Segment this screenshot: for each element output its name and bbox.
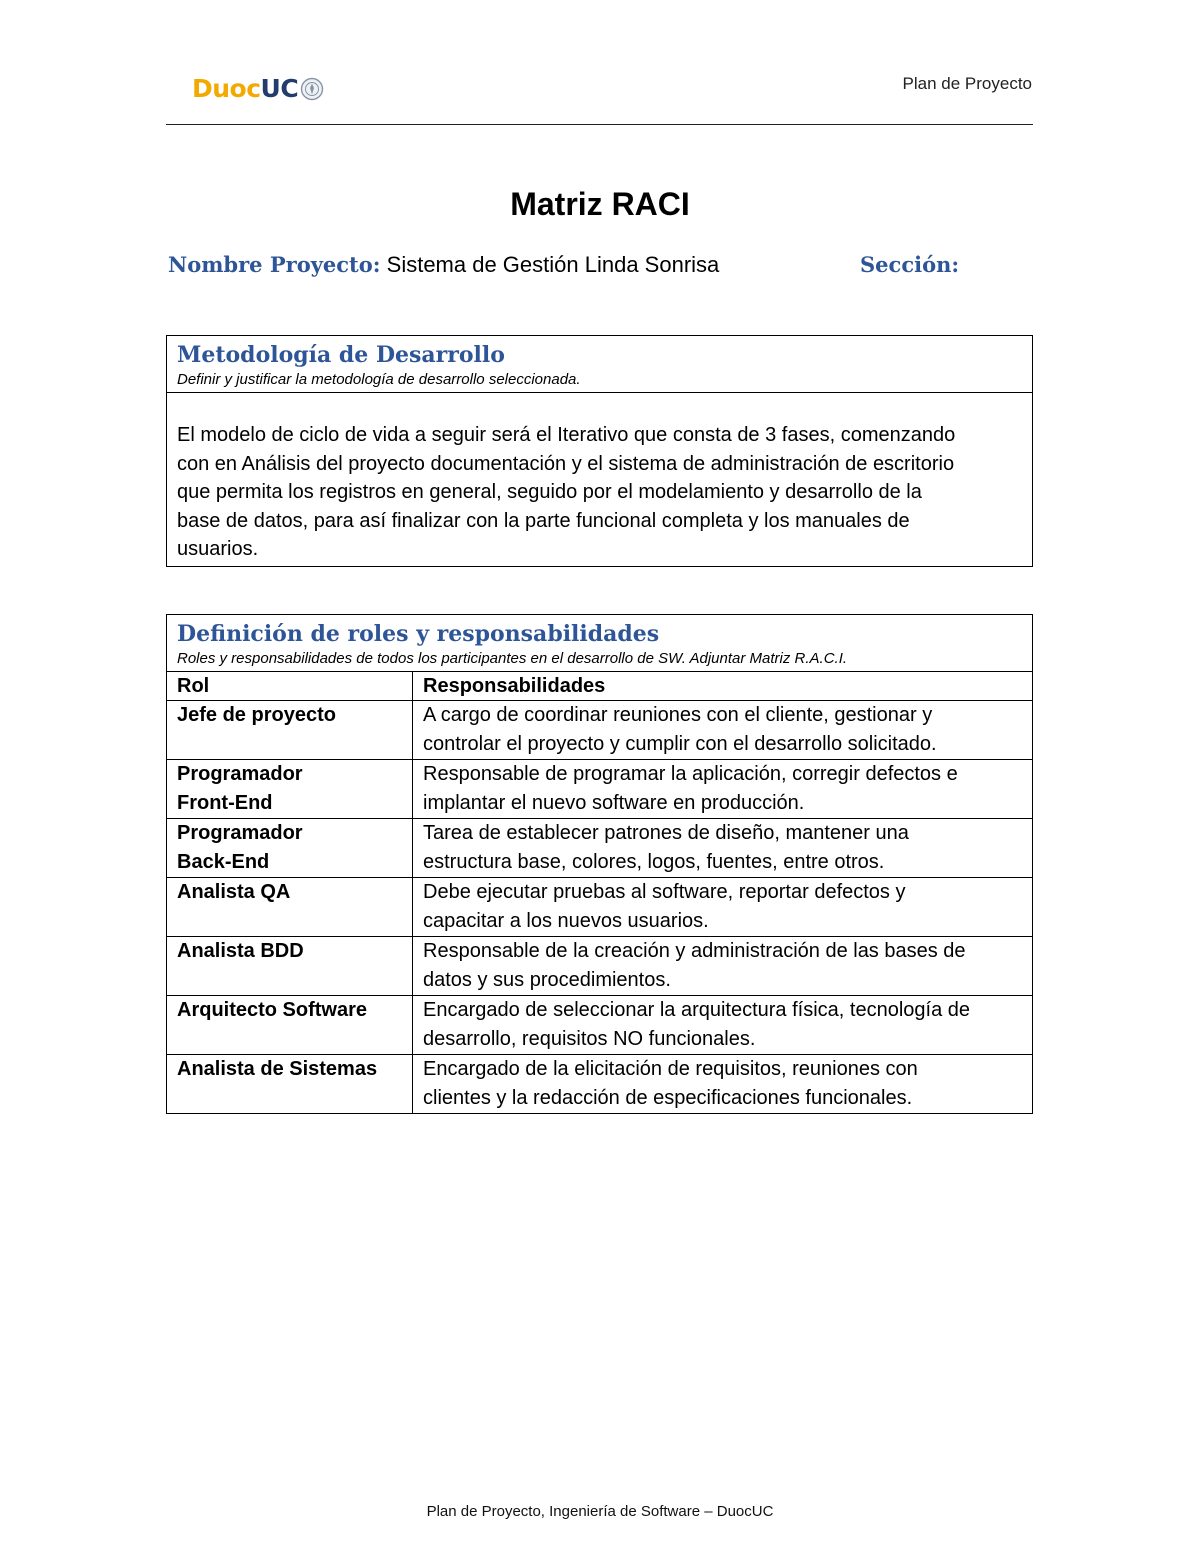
duocuc-logo: [192, 76, 324, 101]
project-name-label: Nombre Proyecto:: [168, 252, 381, 277]
role-name: Front-End: [177, 792, 273, 814]
role-cell: [167, 1055, 413, 1114]
project-name-line: [168, 252, 719, 278]
methodology-line: El modelo de ciclo de vida a seguir será el Iterativo que consta de 3 fases, comenzando: [177, 424, 956, 446]
header-doc-title: Plan de Proyecto: [902, 74, 1032, 93]
responsibility-cell: [413, 701, 1033, 760]
logo-uc: UC: [260, 74, 299, 103]
role-cell: [167, 701, 413, 760]
page-title: Matriz RACI: [510, 186, 690, 222]
responsibility-cell: [413, 760, 1033, 819]
header-divider: [166, 124, 1033, 125]
responsibility-cell: [413, 1055, 1033, 1114]
table-row: [167, 760, 1033, 819]
table-row: [167, 819, 1033, 878]
role-name: Arquitecto Software: [177, 999, 368, 1021]
table-row: [167, 996, 1033, 1055]
responsibility-line: Encargado de la elicitación de requisitos, reuniones con: [423, 1058, 918, 1080]
role-name: Back-End: [177, 851, 270, 873]
role-cell: [167, 760, 413, 819]
column-header-responsibilities: Responsabilidades: [413, 672, 1033, 701]
responsibility-line: clientes y la redacción de especificaciones funcionales.: [423, 1087, 913, 1109]
role-cell: [167, 878, 413, 937]
table-row: [167, 937, 1033, 996]
methodology-line: que permita los registros en general, seguido por el modelamiento y desarrollo de la: [177, 481, 922, 503]
table-row: [167, 878, 1033, 937]
responsibility-cell: [413, 996, 1033, 1055]
role-name: Analista QA: [177, 881, 291, 903]
responsibility-line: A cargo de coordinar reuniones con el cliente, gestionar y: [423, 704, 933, 726]
roles-subtitle: Roles y responsabilidades de todos los participantes en el desarrollo de SW. Adjuntar Matriz R.A.C.I.: [177, 650, 848, 667]
role-cell: [167, 996, 413, 1055]
responsibility-line: Responsable de la creación y administración de las bases de: [423, 940, 966, 962]
role-name: Jefe de proyecto: [177, 704, 336, 726]
role-name: Analista BDD: [177, 940, 304, 962]
responsibility-line: Responsable de programar la aplicación, corregir defectos e: [423, 763, 958, 785]
roles-table: [166, 614, 1033, 1114]
methodology-body: [167, 393, 1033, 567]
responsibility-line: Encargado de seleccionar la arquitectura física, tecnología de: [423, 999, 971, 1021]
responsibility-line: datos y sus procedimientos.: [423, 969, 671, 991]
role-cell: [167, 819, 413, 878]
roles-title: Definición de roles y responsabilidades: [177, 621, 660, 647]
responsibility-line: Debe ejecutar pruebas al software, reportar defectos y: [423, 881, 906, 903]
methodology-line: usuarios.: [177, 538, 259, 560]
methodology-header: [167, 336, 1033, 393]
responsibility-line: estructura base, colores, logos, fuentes, entre otros.: [423, 851, 885, 873]
responsibility-cell: [413, 819, 1033, 878]
role-name: Analista de Sistemas: [177, 1058, 378, 1080]
table-row: [167, 1055, 1033, 1114]
role-name: Programador: [177, 822, 303, 844]
logo-text: [192, 76, 298, 101]
responsibility-line: controlar el proyecto y cumplir con el desarrollo solicitado.: [423, 733, 937, 755]
role-cell: [167, 937, 413, 996]
methodology-title: Metodología de Desarrollo: [177, 342, 505, 368]
responsibility-cell: [413, 878, 1033, 937]
methodology-line: base de datos, para así finalizar con la parte funcional completa y los manuales de: [177, 509, 910, 532]
responsibility-line: implantar el nuevo software en producción.: [423, 792, 805, 814]
methodology-line: con en Análisis del proyecto documentación y el sistema de administración de escritorio: [177, 452, 955, 475]
responsibility-line: Tarea de establecer patrones de diseño, mantener una: [423, 822, 909, 844]
roles-header: [167, 615, 1033, 672]
methodology-subtitle: Definir y justificar la metodología de desarrollo seleccionada.: [177, 371, 581, 388]
methodology-box: [166, 335, 1033, 567]
page-footer: Plan de Proyecto, Ingeniería de Software – DuocUC: [426, 1503, 774, 1520]
table-row: [167, 701, 1033, 760]
responsibility-line: capacitar a los nuevos usuarios.: [423, 910, 709, 932]
column-header-role: Rol: [167, 672, 413, 701]
role-name: Programador: [177, 763, 303, 785]
responsibility-line: desarrollo, requisitos NO funcionales.: [423, 1028, 756, 1050]
section-label: Sección:: [860, 252, 960, 277]
logo-duoc: Duoc: [192, 74, 261, 103]
seal-icon: [300, 77, 324, 101]
project-name-value: Sistema de Gestión Linda Sonrisa: [386, 252, 720, 277]
responsibility-cell: [413, 937, 1033, 996]
